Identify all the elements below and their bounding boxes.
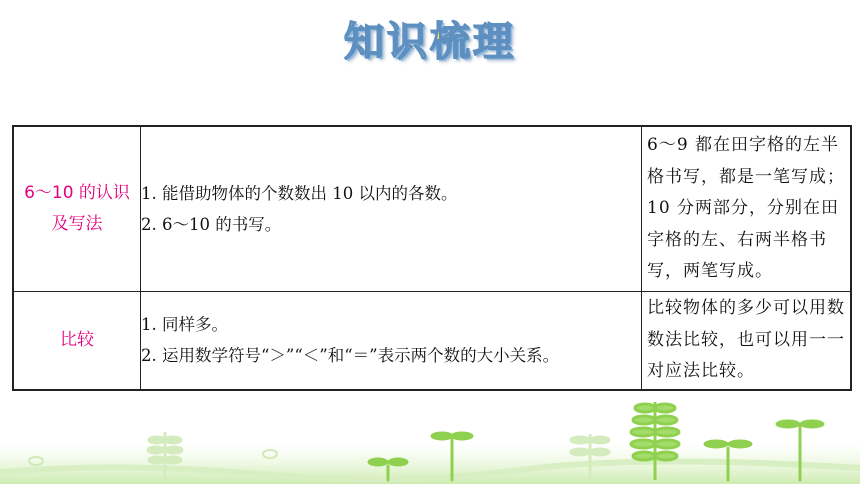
points-cell [141,291,642,390]
note-text: 比较物体的多少可以用数数法比较，也可以用一一对应法比较。 [647,298,845,381]
note-cell [642,126,852,291]
grass-decoration [0,392,860,484]
point-item: 1. 能借助物体的个数数出 10 以内的各数。 [141,183,458,203]
page-title: 知识梳理 [344,19,516,65]
topic-cell [13,126,141,291]
point-item: 1. 同样多。 [141,315,228,335]
point-item: 2. 6～10 的书写。 [141,214,282,234]
table-row [13,291,851,390]
topic-label: 比较 [60,329,94,350]
knowledge-table [12,125,852,391]
topic-cell [13,291,141,390]
points-cell [141,126,642,291]
topic-label: 6～10 的认识及写法 [24,182,130,234]
point-item: 2. 运用数学符号“＞”“＜”和“＝”表示两个数的大小关系。 [141,346,560,366]
note-text: 6～9 都在田字格的左半格书写，都是一笔写成；10 分两部分，分别在田字格的左、右两半格书写，两笔写成。 [647,135,845,281]
note-cell [642,291,852,390]
table-row [13,126,851,291]
